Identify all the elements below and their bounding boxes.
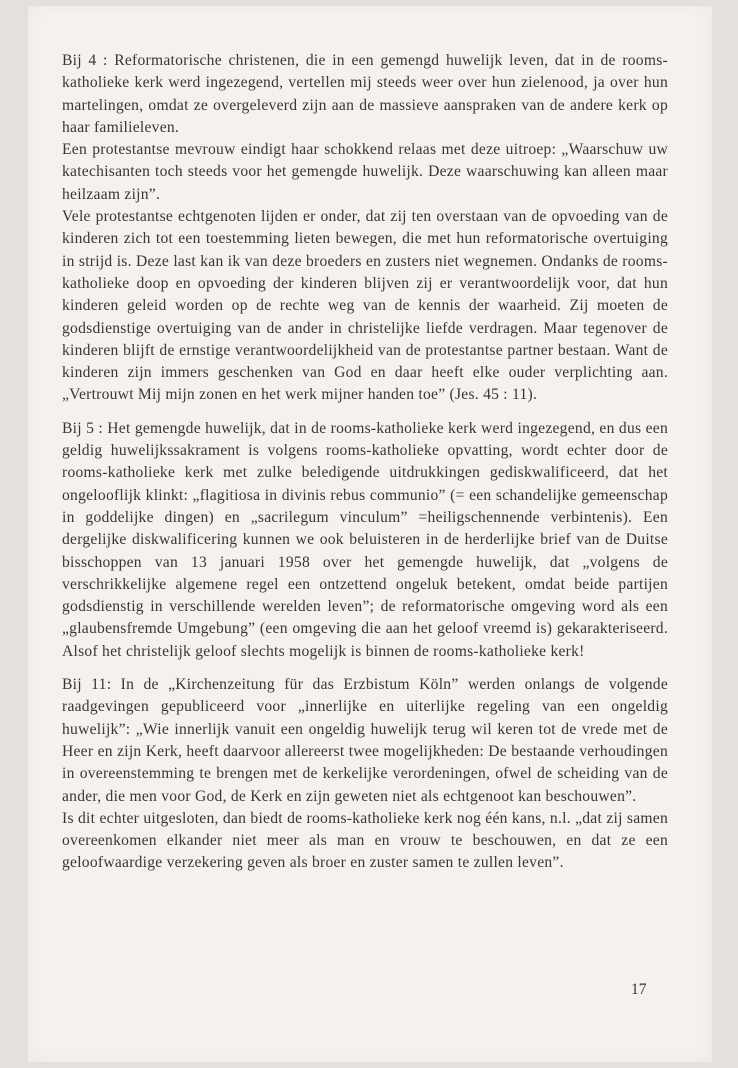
page-number: 17 xyxy=(631,981,647,998)
body-text xyxy=(62,50,668,875)
paragraph-bij-11: Bij 11: In de „Kirchenzeitung für das Erzbistum Köln” werden onlangs de volgende raadgevingen gepubliceerd voor „innerlijke en uiterlijke regeling van een ongeldig huwelijk”: „Wie innerlijk vanuit een ongeldig huwelijk terug wil keren tot de vrede met de Heer en zijn Kerk, heeft daarvoor allereerst twee mogelijkheden: De bestaande verhoudingen in overeenstemming te brengen met de kerkelijke verordeningen, ofwel de scheiding van de ander, die men voor God, de Kerk en zijn geweten niet als echtgenoot kan beschouwen”. xyxy=(62,676,668,805)
document-page xyxy=(28,6,712,1062)
paragraph-bij-5: Bij 5 : Het gemengde huwelijk, dat in de rooms-katholieke kerk werd ingezegend, en dus een geldig huwelijkssakrament is volgens rooms-katholieke opvatting, wordt echter door de rooms-katholieke kerk met zulke beledigende uitdrukkingen gediskwalificeerd, dat het ongelooflijk klinkt: „flagitiosa in divinis rebus communio” (= een schandelijke gemeenschap in goddelijke dingen) en „sacrilegum vinculum” =heiligschennende verbintenis). Een dergelijke diskwalificering kunnen we ook beluisteren in de herderlijke brief van de Duitse bisschoppen van 13 januari 1958 over het gemengde huwelijk, dat „volgens de verschrikkelijke algemene regel een ontzettend ongeluk betekent, omdat beide partijen godsdienstig in verschillende werelden leven”; de reformatorische omgeving word als een „glaubensfremde Umgebung” (een omgeving die aan het geloof vreemd is) gekarakteriseerd. Alsof het christelijk geloof slechts mogelijk is binnen de rooms-katholieke kerk! xyxy=(62,419,668,660)
paragraph-bij-4: Bij 4 : Reformatorische christenen, die in een gemengd huwelijk leven, dat in de rooms-katholieke kerk werd ingezegend, vertellen mij steeds weer over hun zielenood, ja over hun martelingen, omdat ze overgeleverd zijn aan de massieve aanspraken van de andere kerk op haar familieleven. xyxy=(62,52,668,136)
paragraph-protestant-woman: Een protestantse mevrouw eindigt haar schokkend relaas met deze uitroep: „Waarschuw uw katechisanten toch steeds voor het gemengde huwelijk. Deze waarschuwing kan alleen maar heilzaam zijn”. xyxy=(62,141,668,203)
paragraph-protestant-spouses: Vele protestantse echtgenoten lijden er onder, dat zij ten overstaan van de opvoeding van de kinderen zich tot een toestemming lieten bewegen, die met hun reformatorische overtuiging in strijd is. Deze last kan ik van deze broeders en zusters niet wegnemen. Ondanks de rooms-katholieke doop en opvoeding der kinderen blijven zij er verantwoordelijk voor, dat hun kinderen geleid worden op de rechte weg van de kennis der waarheid. Zij moeten de godsdienstige overtuiging van de ander in christelijke liefde verdragen. Maar tegenover de kinderen blijft de ernstige verantwoordelijkheid van de protestantse partner bestaan. Want de kinderen zijn immers geschenken van God en daar heeft elke ouder verplichting aan. „Vertrouwt Mij mijn zonen en het werk mijner handen toe” (Jes. 45 : 11). xyxy=(62,208,668,404)
paragraph-one-chance: Is dit echter uitgesloten, dan biedt de rooms-katholieke kerk nog één kans, n.l. „dat zij samen overeenkomen elkander niet meer als man en vrouw te beschouwen, en dat ze een geloofwaardige verzekering geven als broer en zuster samen te zullen leven”. xyxy=(62,809,668,872)
